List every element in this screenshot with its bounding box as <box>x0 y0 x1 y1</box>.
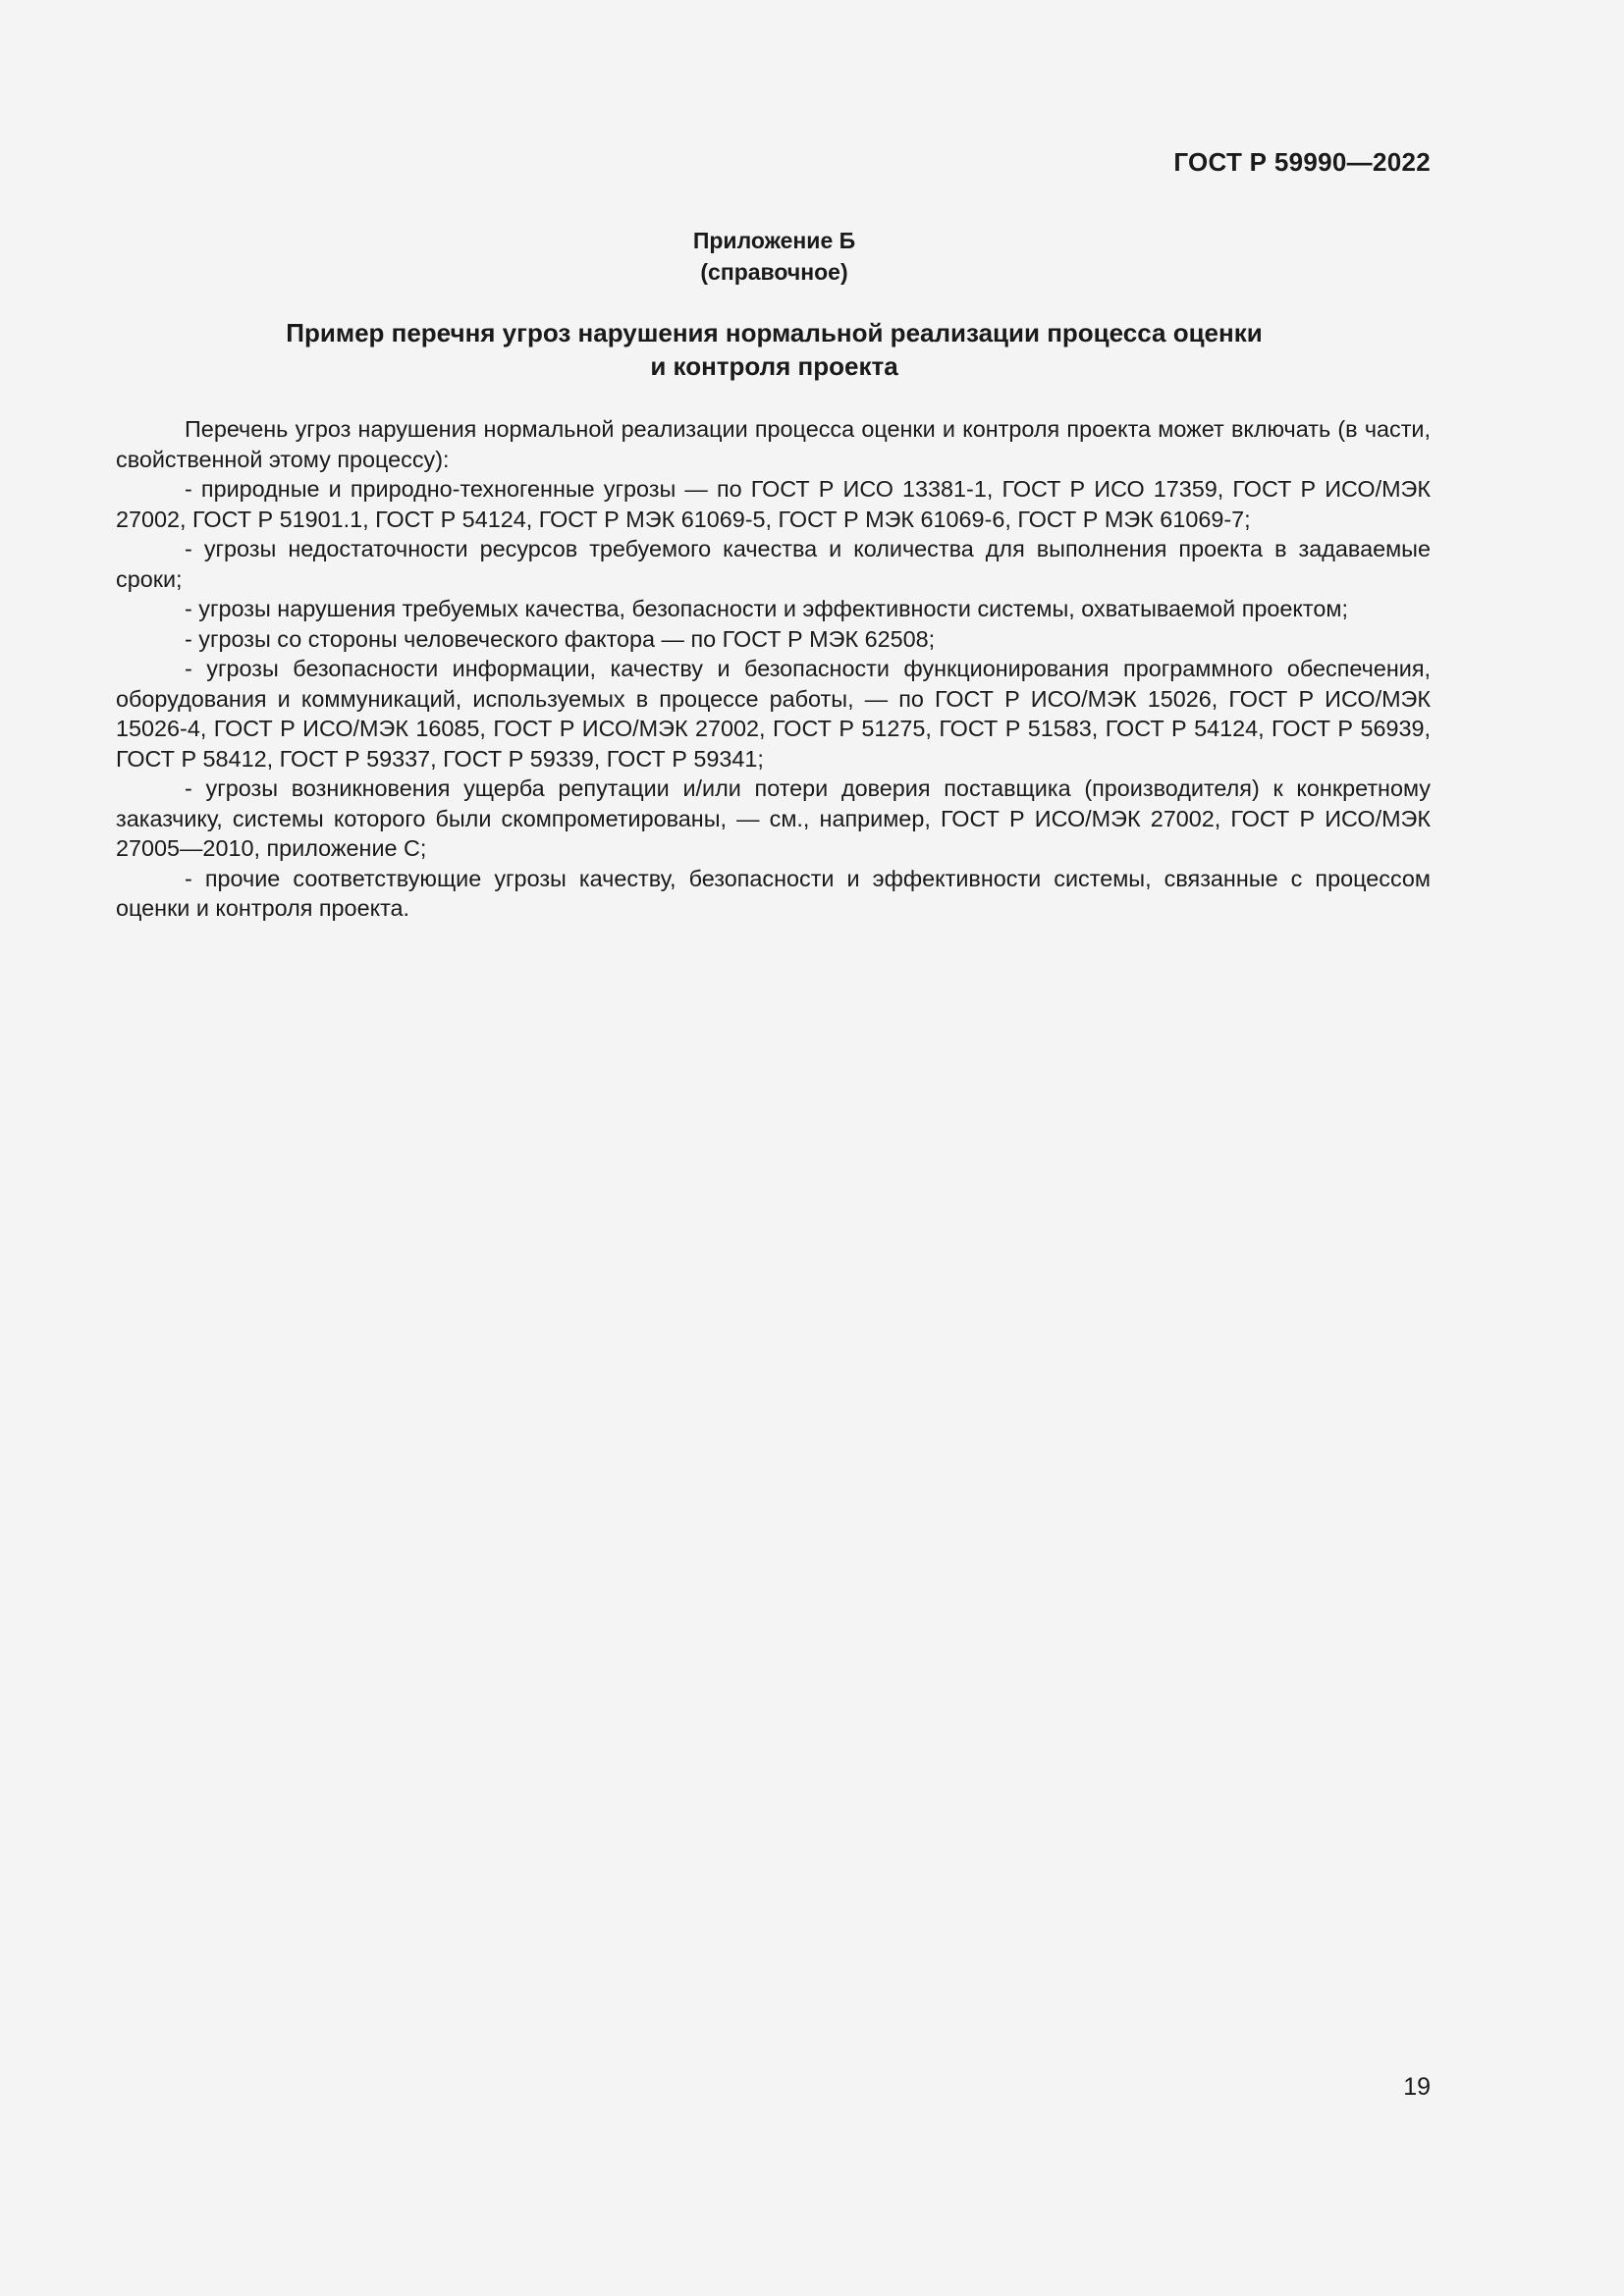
section-title-line-1: Пример перечня угроз нарушения нормальной реализации процесса оценки <box>286 318 1263 347</box>
list-item: - угрозы возникновения ущерба репутации и/или потери доверия поставщика (производителя) к конкретному заказчику, системы которого были скомпрометированы, — см., например, ГОСТ Р ИСО/МЭК 27002, ГОСТ Р ИСО/МЭК 27005—2010, приложение С; <box>116 775 1431 861</box>
list-item: - прочие соответствующие угрозы качеству, безопасности и эффективности системы, связанные с процессом оценки и контроля проекта. <box>116 865 1431 921</box>
document-code: ГОСТ Р 59990—2022 <box>1173 147 1431 177</box>
appendix-kind: (справочное) <box>700 259 848 285</box>
page-number: 19 <box>1403 2073 1431 2101</box>
list-item: - угрозы безопасности информации, качеству и безопасности функционирования программного обеспечения, оборудования и коммуникаций, используемых в процессе работы, — по ГОСТ Р ИСО/МЭК 15026, ГОСТ Р ИСО/МЭК 15026-4, ГОСТ Р ИСО/МЭК 16085, ГОСТ Р ИСО/МЭК 27002, ГОСТ Р 51275, ГОСТ Р 51583, ГОСТ Р 54124, ГОСТ Р 56939, ГОСТ Р 58412, ГОСТ Р 59337, ГОСТ Р 59339, ГОСТ Р 59341; <box>116 656 1431 772</box>
section-title <box>226 316 1323 383</box>
list-item: - природные и природно-техногенные угрозы — по ГОСТ Р ИСО 13381-1, ГОСТ Р ИСО 17359, ГОСТ Р ИСО/МЭК 27002, ГОСТ Р 51901.1, ГОСТ Р 54124, ГОСТ Р МЭК 61069-5, ГОСТ Р МЭК 61069-6, ГОСТ Р МЭК 61069-7; <box>116 476 1431 532</box>
appendix-title: Приложение Б <box>692 228 856 253</box>
list-item: - угрозы со стороны человеческого фактора — по ГОСТ Р МЭК 62508; <box>185 625 936 652</box>
section-title-line-2: и контроля проекта <box>650 351 898 381</box>
list-item: - угрозы недостаточности ресурсов требуемого качества и количества для выполнения проекта в задаваемые сроки; <box>116 536 1431 592</box>
body-text <box>116 414 1431 924</box>
list-item: - угрозы нарушения требуемых качества, безопасности и эффективности системы, охватываемой проектом; <box>185 596 1348 621</box>
intro-paragraph: Перечень угроз нарушения нормальной реализации процесса оценки и контроля проекта может включать (в части, свойственной этому процессу): <box>116 416 1431 472</box>
